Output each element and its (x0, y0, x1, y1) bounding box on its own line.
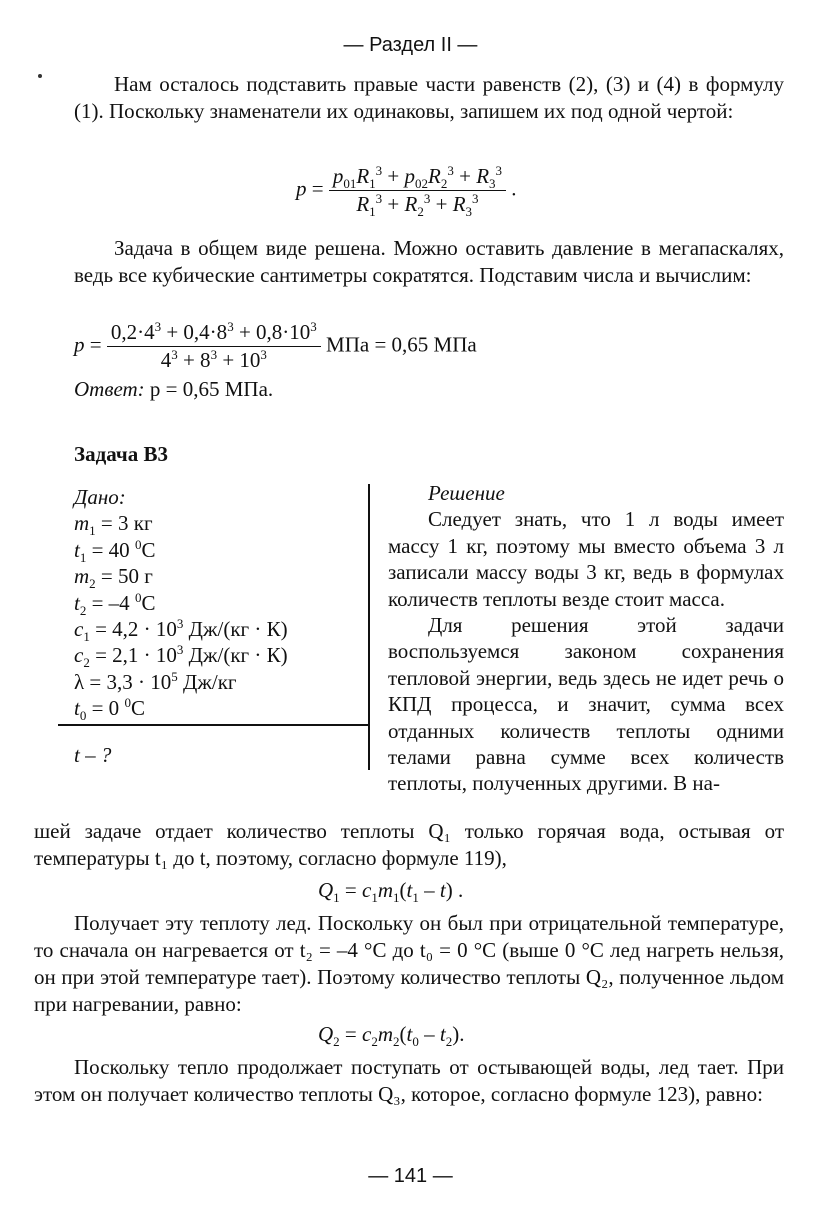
solution-paragraph-1: Следует знать, что 1 л воды имеет массу 1 кг, поэтому мы вместо объема 3 л записали массу воды 3 кг, ведь в формулах количеств теплоты везде стоит масса. (388, 507, 784, 611)
given-t1: $t_1 = 40$ $^0$С (74, 536, 156, 565)
solution-title: Решение (428, 481, 505, 505)
given-label: Дано: (74, 485, 126, 509)
given-divider-horizontal (58, 724, 368, 726)
solution-block (388, 480, 784, 797)
answer-value: p = 0,65 МПа. (149, 377, 274, 401)
given-m2: $m_2 = 50$ г (74, 564, 153, 592)
formula-pressure-numeric: p = $\frac{0,2\cdot 4^3 + 0,4\cdot 8^3 + 0,8\cdot 10^3}{4^3 + 8^3 + 10^3}$ МПа = 0,65 МПа (74, 319, 477, 372)
running-header: — Раздел II — (343, 34, 478, 56)
formula-pressure-general: p = $\frac{p_{01}R_1^3 + p_{02}R_2^3 + R_3^3}{R_1^3 + R_2^3 + R_3^3}$ . (296, 163, 517, 220)
formula-q2: $Q_2 = c_2m_2(t_0 - t_2)$. (318, 1022, 465, 1050)
paragraph-substitute: Нам осталось подставить правые части равенств (2), (3) и (4) в формулу (1). Поскольку знаменатели их одинаковы, запишем их под одной чертой: (74, 72, 784, 123)
paragraph-general-solution: Задача в общем виде решена. Можно оставить давление в мегапаскалях, ведь все кубические сантиметры сократятся. Подставим числа и вычислим: (74, 236, 784, 287)
given-lambda: $\lambda = 3,3 \cdot 10^5$ Дж/кг (74, 668, 237, 694)
given-t0: $t_0 = 0$ $^0$С (74, 695, 145, 724)
task-title: Задача В3 (74, 442, 168, 466)
paragraph-ice-heating: Получает эту теплоту лед. Поскольку он был при отрицательной температуре, то сначала он нагревается от t₂ = –4 °С до t₀ = 0 °С (выше 0 °С лед нагреть нельзя, он при этой температуре тает). Поэтому количество теплоты Q₂, полученное льдом при нагревании, равно: (34, 911, 784, 1016)
solution-paragraph-2: Для решения этой задачи воспользуемся законом сохранения тепловой энергии, ведь здесь не идет речь о КПД процесса, и значит, сумма всех отданных количеств теплоты одними телами равна сумме всех количеств теплоты, полученных другими. В на- (388, 613, 784, 796)
given-divider-vertical (368, 484, 370, 770)
given-c2: $c_2 = 2,1 \cdot 10^3$ Дж/(кг · К) (74, 642, 288, 671)
formula-result: МПа = 0,65 МПа (326, 332, 477, 357)
formula-q1: $Q_1 = c_1m_1(t_1 - t)$ . (318, 878, 464, 906)
given-t2: $t_2 = -4$ $^0$С (74, 589, 156, 618)
given-m1: $m_1 = 3$ кг (74, 511, 153, 539)
given-c1: $c_1 = 4,2 \cdot 10^3$ Дж/(кг · К) (74, 616, 288, 645)
paragraph-hot-water: шей задаче отдает количество теплоты Q₁ только горячая вода, остывая от температуры t₁ до t, поэтому, согласно формуле 119), (34, 819, 784, 870)
answer-line (74, 377, 273, 402)
print-speck (38, 74, 42, 78)
find-line: t – ? (74, 743, 112, 767)
answer-label: Ответ: (74, 377, 145, 401)
page-number: — 141 — (368, 1165, 453, 1187)
paragraph-ice-melting: Поскольку тепло продолжает поступать от остывающей воды, лед тает. При этом он получает количество теплоты Q₃, которое, согласно формуле 123), равно: (34, 1055, 784, 1106)
given-block (74, 484, 288, 722)
